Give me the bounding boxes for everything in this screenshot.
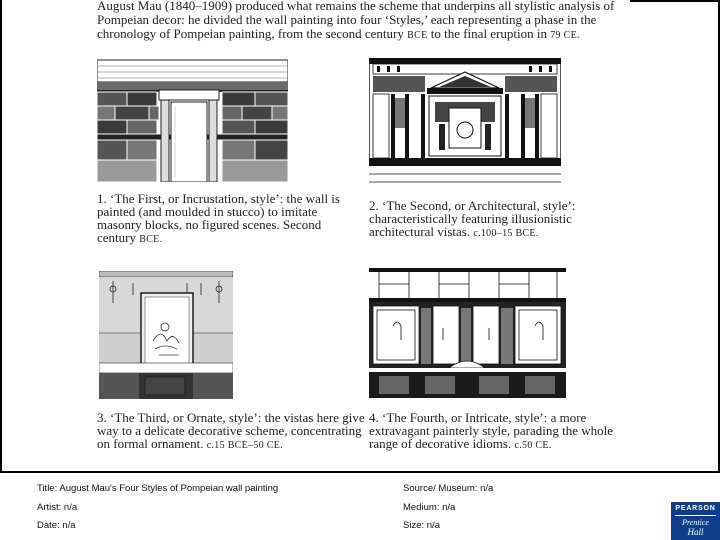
logo-brand: PEARSON — [675, 505, 716, 512]
artist-label: Artist: — [37, 502, 62, 513]
medium-caption — [403, 502, 455, 513]
third-style-illustration — [99, 271, 233, 399]
second-style-caption-line-2: characteristically featuring illusionistic — [369, 211, 572, 226]
date-value: n/a — [62, 520, 76, 531]
image-border-bottom — [0, 471, 720, 473]
fourth-style-caption-line-2: extravagant painterly style, parading the whole — [369, 423, 614, 438]
second-style-illustration — [369, 58, 561, 190]
size-value: n/a — [426, 520, 440, 531]
logo-line-2: Hall — [687, 527, 704, 537]
second-style-caption-line-3: architectural vistas. c.100–15 BCE. — [369, 224, 539, 239]
intro-line-3: chronology of Pompeian painting, from the second century BCE to the final eruption in 79 CE. — [97, 26, 580, 41]
source-value: n/a — [480, 483, 494, 494]
first-style-caption-line-4: century BCE. — [97, 230, 163, 245]
title-label: Title: — [37, 483, 58, 494]
logo-divider — [675, 515, 716, 516]
medium-value: n/a — [442, 502, 456, 513]
intro-line-2: Pompeian decor: he divided the wall painting into four ‘Styles,’ each representing a phase in the — [97, 12, 597, 27]
fourth-style-illustration — [369, 268, 566, 398]
logo-line-1: Prentice — [682, 518, 709, 527]
date-label: Date: — [37, 520, 60, 531]
intro-line-1: August Mau (1840–1909) produced what remains the scheme that underpins all stylistic analysis of — [97, 0, 615, 13]
medium-label: Medium: — [403, 502, 440, 513]
fourth-style-caption-line-3: range of decorative idioms. c.50 CE. — [369, 436, 552, 451]
artist-value: n/a — [63, 502, 78, 513]
title-caption — [37, 483, 278, 494]
title-value: August Mau's Four Styles of Pompeian wall painting — [59, 483, 279, 494]
size-label: Size: — [403, 520, 425, 531]
pearson-prentice-hall-logo — [671, 502, 720, 540]
source-caption — [403, 483, 493, 494]
image-border-top — [630, 0, 720, 2]
second-style-caption-line-1: 2. ‘The Second, or Architectural, style’: — [369, 198, 576, 213]
artist-caption — [37, 502, 77, 513]
image-border-left — [0, 0, 2, 473]
size-caption — [403, 520, 440, 531]
date-caption — [37, 520, 76, 531]
first-style-caption-line-1: 1. ‘The First, or Incrustation, style’: the wall is — [97, 191, 340, 206]
third-style-caption-line-2: way to a delicate decorative scheme, concentrating — [97, 423, 362, 438]
third-style-caption-line-3: on formal ornament. c.15 BCE–50 CE. — [97, 436, 283, 451]
third-style-caption-line-1: 3. ‘The Third, or Ornate, style’: the vistas here give — [97, 410, 365, 425]
first-style-caption-line-2: painted (and moulded in stucco) to imitate — [97, 204, 318, 219]
first-style-caption-line-3: masonry blocks, no figured scenes. Second — [97, 217, 322, 232]
first-style-illustration — [97, 58, 288, 182]
source-label: Source/ Museum: — [403, 483, 478, 494]
fourth-style-caption-line-1: 4. ‘The Fourth, or Intricate, style’: a more — [369, 410, 587, 425]
